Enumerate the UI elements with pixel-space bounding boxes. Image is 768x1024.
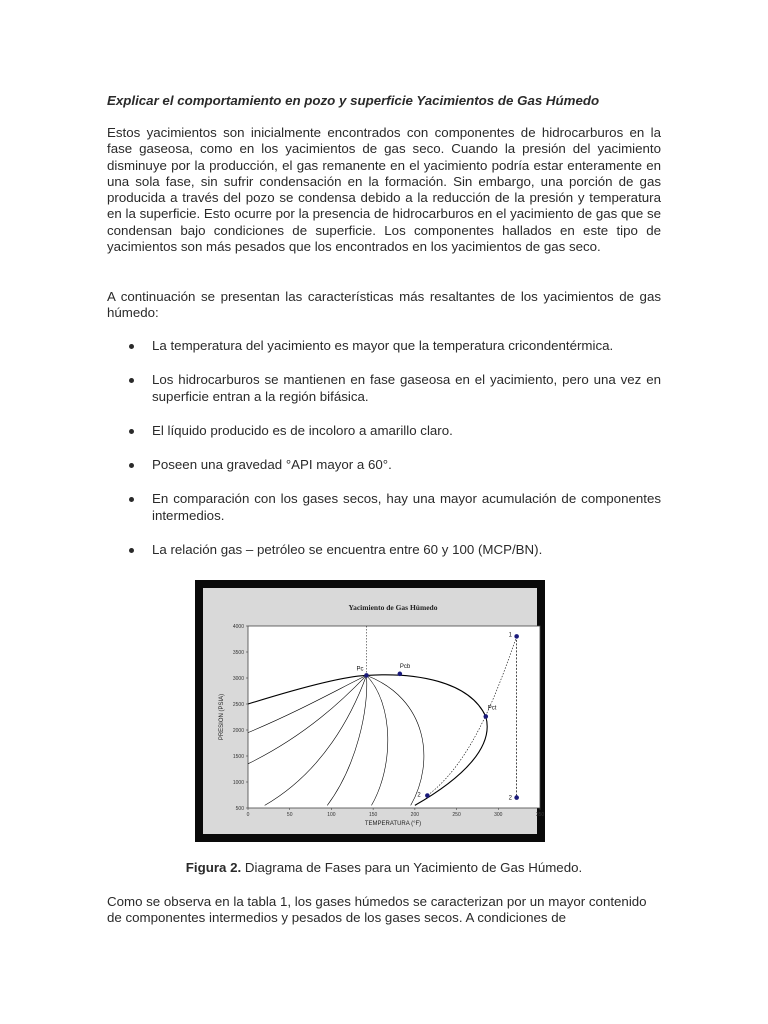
point-label: Pc <box>356 666 364 673</box>
list-item: En comparación con los gases secos, hay una mayor acumulación de componentes intermedios. <box>107 491 661 524</box>
point-label: 2 <box>417 792 421 799</box>
intro-paragraph: Estos yacimientos son inicialmente encontrados con componentes de hidrocarburos en la fase gaseosa, como en los yacimientos de gas seco. Cuando la presión del yacimiento disminuye por la producción, el gas remanente en el yacimiento podría estar enteramente en una sola fase, sin sufrir condensación en la formación. Sin embargo, una porción de gas producida a través del pozo se condensa debido a la reducción de la presión y temperatura en la superficie. Esto ocurre por la presencia de hidrocarburos en el yacimiento de gas que se condensan bajo condiciones de superficie. Los componentes hallados en este tipo de yacimientos son más pesados que los encontrados en los yacimientos de gas seco. <box>107 125 661 255</box>
list-item: La temperatura del yacimiento es mayor que la temperatura cricondentérmica. <box>107 338 661 354</box>
plot-area <box>248 626 540 808</box>
x-axis-label: TEMPERATURA (°F) <box>364 821 422 827</box>
closing-paragraph: Como se observa en la tabla 1, los gases húmedos se caracterizan por un mayor contenido de componentes intermedios y pesados de los gases secos. A condiciones de <box>107 894 647 926</box>
characteristics-list <box>107 338 661 576</box>
y-tick-label: 3000 <box>232 676 244 682</box>
data-point <box>364 673 369 678</box>
data-point <box>398 672 403 677</box>
y-tick-label: 500 <box>235 806 244 812</box>
phase-diagram-svg <box>203 588 545 834</box>
y-tick-label: 2000 <box>232 728 244 734</box>
point-label: Pcb <box>399 663 411 670</box>
data-point <box>425 793 430 798</box>
bullet-icon <box>129 497 134 502</box>
phase-diagram <box>203 588 545 834</box>
figure-frame <box>195 580 545 842</box>
bullet-icon <box>129 344 134 349</box>
y-tick-label: 4000 <box>232 624 244 630</box>
list-item: Poseen una gravedad °API mayor a 60°. <box>107 457 661 473</box>
y-axis-label: PRESION (PSIA) <box>219 693 225 741</box>
y-tick-label: 3500 <box>232 650 244 656</box>
chart-title: Yacimiento de Gas Húmedo <box>348 603 438 612</box>
y-tick-label: 1000 <box>232 780 244 786</box>
y-tick-label: 2500 <box>232 702 244 708</box>
data-point <box>483 714 488 719</box>
point-label: Pct <box>487 705 497 712</box>
x-tick-label: 350 <box>535 812 545 818</box>
list-item: La relación gas – petróleo se encuentra entre 60 y 100 (MCP/BN). <box>107 542 661 558</box>
data-point <box>514 634 519 639</box>
x-tick-label: 300 <box>494 812 503 818</box>
x-tick-label: 150 <box>368 812 378 818</box>
x-tick-label: 250 <box>452 812 461 818</box>
x-tick-label: 0 <box>246 812 250 818</box>
characteristics-intro: A continuación se presentan las características más resaltantes de los yacimientos de gas húmedo: <box>107 289 661 321</box>
bullet-icon <box>129 463 134 468</box>
section-heading: Explicar el comportamiento en pozo y superficie Yacimientos de Gas Húmedo <box>107 93 600 108</box>
x-tick-label: 200 <box>410 812 420 818</box>
x-tick-label: 100 <box>327 812 336 818</box>
x-tick-label: 50 <box>286 812 293 818</box>
list-item: Los hidrocarburos se mantienen en fase gaseosa en el yacimiento, pero una vez en superficie entran a la región bifásica. <box>107 372 661 405</box>
bullet-icon <box>129 429 134 434</box>
bullet-icon <box>129 378 134 383</box>
point-label: 2 <box>508 795 512 802</box>
list-item: El líquido producido es de incoloro a amarillo claro. <box>107 423 661 439</box>
data-point <box>514 795 519 800</box>
figure-caption: Figura 2. Diagrama de Fases para un Yacimiento de Gas Húmedo. <box>185 860 583 875</box>
bullet-icon <box>129 548 134 553</box>
point-label: 1 <box>508 632 512 639</box>
y-tick-label: 1500 <box>232 754 244 760</box>
